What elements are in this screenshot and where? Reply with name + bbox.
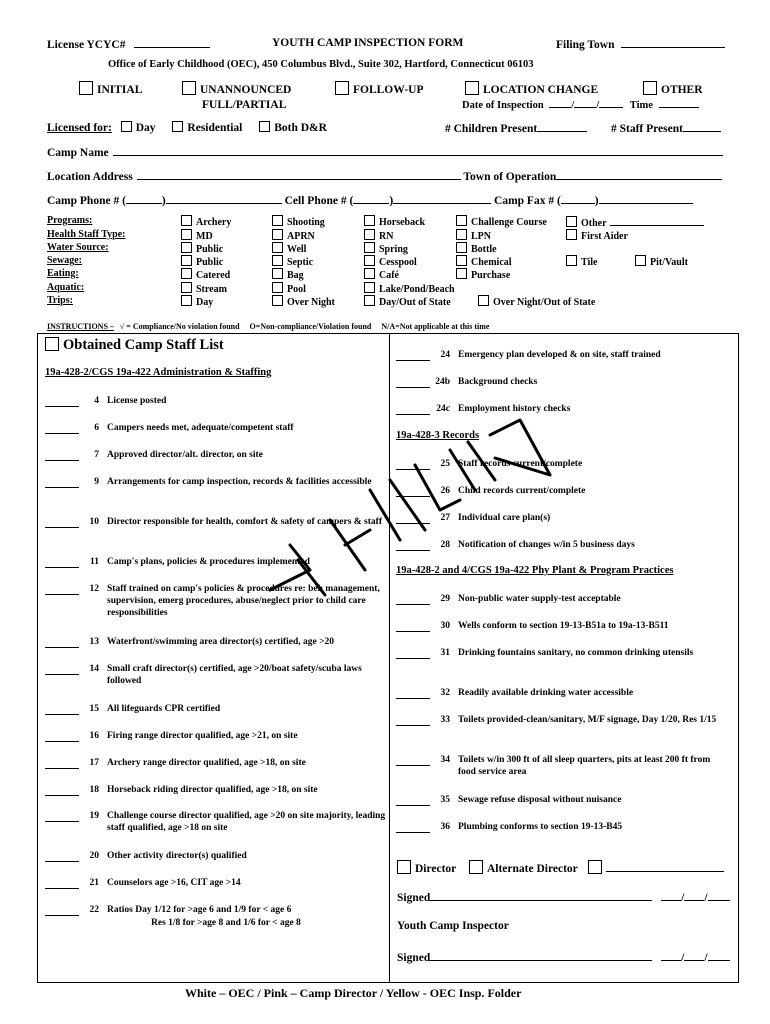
program-option[interactable]: Day/Out of State [364, 295, 451, 308]
item-text: Wells conform to section 19-13-B51a to 19a-13-B511 [458, 621, 669, 631]
pit-vault-checkbox[interactable] [635, 255, 646, 266]
program-checkbox[interactable] [272, 255, 283, 266]
program-checkbox[interactable] [181, 242, 192, 253]
program-option[interactable]: Well [272, 242, 306, 255]
item-text: Toilets provided-clean/sanitary, M/F signage, Day 1/20, Res 1/15 [458, 715, 717, 725]
compliance-mark-input[interactable] [45, 636, 79, 648]
compliance-mark-input[interactable] [45, 516, 79, 528]
item-number: 30 [440, 621, 450, 631]
item-number: 14 [89, 664, 99, 674]
program-option[interactable]: Public [181, 242, 223, 255]
inspector-sign-month[interactable] [661, 950, 681, 961]
children-present-input[interactable] [537, 121, 587, 132]
other-checkbox[interactable] [643, 81, 657, 95]
program-option[interactable]: Pool [272, 282, 306, 295]
cell-phone-input[interactable] [393, 193, 491, 204]
program-row-label: Programs: [47, 215, 93, 226]
director-sign-month[interactable] [661, 890, 681, 901]
compliance-mark-input[interactable] [396, 349, 430, 361]
pit-vault-option[interactable]: Pit/Vault [635, 255, 688, 268]
item-number: 29 [440, 594, 450, 604]
item-number: 4 [94, 396, 99, 406]
day-checkbox[interactable] [121, 121, 132, 132]
program-checkbox[interactable] [364, 268, 375, 279]
license-label: License YCYC# [47, 39, 126, 51]
program-checkbox[interactable] [456, 215, 467, 226]
item-text: Firing range director qualified, age >21, on site [107, 731, 298, 741]
item-text: All lifeguards CPR certified [107, 704, 221, 714]
time-input[interactable] [659, 97, 699, 108]
inspector-sign-year[interactable] [708, 950, 730, 961]
inspector-label: Youth Camp Inspector [397, 920, 509, 932]
program-option[interactable]: Challenge Course [456, 215, 547, 228]
program-row-label: Eating: [47, 268, 79, 279]
item-number: 24 [440, 350, 450, 360]
program-option[interactable]: Lake/Pond/Beach [364, 282, 455, 295]
alternate-director-checkbox[interactable] [469, 860, 483, 874]
overnight-out-checkbox[interactable] [478, 295, 489, 306]
item-number: 12 [89, 584, 99, 594]
staff-present-input[interactable] [683, 121, 721, 132]
item-number: 6 [94, 423, 99, 433]
unannounced-option[interactable]: UNANNOUNCED FULL/PARTIAL [182, 81, 291, 113]
program-checkbox[interactable] [272, 215, 283, 226]
compliance-mark-input[interactable] [45, 703, 79, 715]
program-option[interactable]: Chemical [456, 255, 512, 268]
program-checkbox[interactable] [456, 229, 467, 240]
program-option[interactable]: Shooting [272, 215, 325, 228]
item-number: 15 [89, 704, 99, 714]
item-text: Individual care plan(s) [458, 513, 551, 523]
licensed-for-row: Licensed for: Day Residential Both D&R [47, 122, 327, 134]
program-option[interactable]: Catered [181, 268, 230, 281]
office-address: Office of Early Childhood (OEC), 450 Columbus Blvd., Suite 302, Hartford, Connecticut 06103 [108, 59, 534, 70]
signed-inspector: Signed / / [397, 950, 730, 964]
fax-input[interactable] [599, 193, 693, 204]
compliance-mark-input[interactable] [396, 821, 430, 833]
item-text: License posted [107, 396, 167, 406]
program-checkbox[interactable] [272, 229, 283, 240]
other-program-checkbox[interactable] [566, 216, 577, 227]
date-year-input[interactable] [599, 97, 623, 108]
compliance-mark-input[interactable] [396, 647, 430, 659]
compliance-mark-input[interactable] [45, 422, 79, 434]
location-change-checkbox[interactable] [465, 81, 479, 95]
program-option[interactable]: Purchase [456, 268, 510, 281]
compliance-mark-input[interactable] [45, 583, 79, 595]
other-director-input[interactable] [606, 861, 724, 872]
camp-phone-input[interactable] [166, 193, 282, 204]
item-text: Toilets w/in 300 ft of all sleep quarters, pits at least 200 ft from food service area [458, 755, 711, 777]
compliance-mark-input[interactable] [45, 476, 79, 488]
program-checkbox[interactable] [456, 268, 467, 279]
program-option[interactable]: Day [181, 295, 213, 308]
program-option[interactable]: Spring [364, 242, 408, 255]
first-aider-checkbox[interactable] [566, 229, 577, 240]
fax-area-input[interactable] [561, 193, 595, 204]
program-checkbox[interactable] [181, 229, 192, 240]
children-present-field: # Children Present [445, 121, 587, 135]
first-aider-option[interactable]: First Aider [566, 229, 628, 242]
program-row-label: Aquatic: [47, 282, 85, 293]
director-row: Director Alternate Director [397, 860, 724, 875]
compliance-mark-input[interactable] [45, 904, 79, 916]
program-checkbox[interactable] [181, 255, 192, 266]
camp-phone-area-input[interactable] [126, 193, 162, 204]
compliance-mark-input[interactable] [45, 730, 79, 742]
compliance-mark-input[interactable] [396, 714, 430, 726]
item-number: 24c [436, 404, 450, 414]
initial-option[interactable]: INITIAL [79, 81, 142, 96]
other-director-checkbox[interactable] [588, 860, 602, 874]
item-text: Staff trained on camp's policies & procedures re: beh management, supervision, emerg procedures, abuse/neglect prior to child care responsibilities [107, 584, 380, 618]
program-option[interactable]: Horseback [364, 215, 425, 228]
item-text: Emergency plan developed & on site, staff trained [458, 350, 661, 360]
compliance-mark-input[interactable] [45, 850, 79, 862]
location-change-option[interactable]: LOCATION CHANGE [465, 81, 598, 96]
compliance-mark-input[interactable] [45, 877, 79, 889]
item-number: 21 [89, 878, 99, 888]
item-number: 26 [440, 486, 450, 496]
director-checkbox[interactable] [397, 860, 411, 874]
unannounced-checkbox[interactable] [182, 81, 196, 95]
other-program-option[interactable]: Other [566, 215, 704, 229]
compliance-mark-input[interactable] [45, 757, 79, 769]
ratio-residential: Res 1/8 for >age 8 and 1/6 for < age 8 [151, 918, 301, 928]
item-text: Employment history checks [458, 404, 571, 414]
item-text: Ratios Day 1/12 for >age 6 and 1/9 for < age 6 [107, 905, 292, 915]
item-number: 33 [440, 715, 450, 725]
compliance-mark-input[interactable] [45, 784, 79, 796]
item-number: 35 [440, 795, 450, 805]
program-checkbox[interactable] [272, 282, 283, 293]
program-checkbox[interactable] [272, 268, 283, 279]
program-option[interactable]: Bottle [456, 242, 497, 255]
item-text: Counselors age >16, CIT age >14 [107, 878, 241, 888]
item-text: Arrangements for camp inspection, records & facilities accessible [107, 477, 372, 487]
item-number: 32 [440, 688, 450, 698]
town-input[interactable] [556, 169, 722, 180]
program-option[interactable]: RN [364, 229, 393, 242]
item-text: Drinking fountains sanitary, no common drinking utensils [458, 648, 694, 658]
compliance-mark-input[interactable] [396, 687, 430, 699]
staff-present-field: # Staff Present [611, 121, 721, 135]
program-checkbox[interactable] [456, 242, 467, 253]
item-number: 22 [89, 905, 99, 915]
compliance-mark-input[interactable] [45, 556, 79, 568]
item-text: Approved director/alt. director, on site [107, 450, 263, 460]
program-checkbox[interactable] [272, 242, 283, 253]
tile-checkbox[interactable] [566, 255, 577, 266]
item-text: Small craft director(s) certified, age >20/boat safety/scuba laws followed [107, 664, 362, 686]
form-title: YOUTH CAMP INSPECTION FORM [272, 37, 464, 49]
item-number: 10 [89, 517, 99, 527]
handwritten-mark [250, 380, 590, 620]
item-text: Horseback riding director qualified, age >18, on site [107, 785, 318, 795]
program-option[interactable]: Public [181, 255, 223, 268]
date-time-field: Date of Inspection / / Time [462, 97, 699, 111]
program-option[interactable]: Over Night [272, 295, 335, 308]
filing-town-label: Filing Town [556, 39, 615, 51]
item-text: Staff records current/complete [458, 459, 583, 469]
program-option[interactable]: Archery [181, 215, 231, 228]
license-field [47, 37, 210, 51]
program-option[interactable]: Septic [272, 255, 313, 268]
section-phy-plant: 19a-428-2 and 4/CGS 19a-422 Phy Plant & Program Practices [396, 565, 674, 576]
program-checkbox[interactable] [456, 255, 467, 266]
item-number: 25 [440, 459, 450, 469]
item-number: 36 [440, 822, 450, 832]
location-address-field: Location Address Town of Operation [47, 169, 722, 183]
tile-option[interactable]: Tile [566, 255, 597, 268]
program-option[interactable]: Stream [181, 282, 227, 295]
program-row-label: Sewage: [47, 255, 82, 266]
program-checkbox[interactable] [181, 282, 192, 293]
program-row-label: Health Staff Type: [47, 229, 126, 240]
item-number: 17 [89, 758, 99, 768]
item-text: Waterfront/swimming area director(s) certified, age >20 [107, 637, 335, 647]
other-program-input[interactable] [610, 215, 704, 226]
program-option[interactable]: Café [364, 268, 399, 281]
both-checkbox[interactable] [259, 121, 270, 132]
follow-up-option[interactable]: FOLLOW-UP [335, 81, 424, 96]
program-option[interactable]: Bag [272, 268, 304, 281]
program-checkbox[interactable] [364, 295, 375, 306]
initial-checkbox[interactable] [79, 81, 93, 95]
compliance-mark-input[interactable] [45, 395, 79, 407]
program-checkbox[interactable] [364, 215, 375, 226]
program-checkbox[interactable] [181, 268, 192, 279]
inspector-signature-input[interactable] [430, 950, 652, 961]
item-number: 34 [440, 755, 450, 765]
compliance-mark-input[interactable] [45, 810, 79, 822]
item-number: 13 [89, 637, 99, 647]
item-number: 18 [89, 785, 99, 795]
camp-name-input[interactable] [113, 145, 723, 156]
compliance-mark-input[interactable] [396, 620, 430, 632]
program-checkbox[interactable] [364, 242, 375, 253]
section-admin-staffing: 19a-428-2/CGS 19a-422 Administration & Staffing [45, 367, 272, 378]
item-number: 28 [440, 540, 450, 550]
footer-distribution: White – OEC / Pink – Camp Director / Yellow - OEC Insp. Folder [185, 986, 522, 1000]
program-checkbox[interactable] [181, 215, 192, 226]
program-checkbox[interactable] [364, 255, 375, 266]
item-number: 20 [89, 851, 99, 861]
phone-row: Camp Phone # ( ) Cell Phone # ( ) Camp Fax # ( ) [47, 193, 693, 207]
item-text: Background checks [458, 377, 538, 387]
item-number: 19 [89, 811, 99, 821]
director-sign-year[interactable] [708, 890, 730, 901]
filing-town-field [556, 37, 725, 51]
program-option[interactable]: LPN [456, 229, 491, 242]
inspector-sign-day[interactable] [684, 950, 704, 961]
director-signature-input[interactable] [430, 890, 652, 901]
compliance-mark-input[interactable] [396, 794, 430, 806]
obtained-staff-list-checkbox[interactable] [45, 337, 59, 351]
compliance-mark-input[interactable] [45, 449, 79, 461]
instructions: INSTRUCTIONS – √ = Compliance/No violation found O=Non-compliance/Violation found N/A=Not applicable at this time [47, 322, 490, 331]
location-address-input[interactable] [137, 169, 461, 180]
program-option[interactable]: Cesspool [364, 255, 417, 268]
item-text: Other activity director(s) qualified [107, 851, 247, 861]
item-number: 16 [89, 731, 99, 741]
cell-area-input[interactable] [353, 193, 389, 204]
other-option[interactable]: OTHER [643, 81, 703, 96]
item-text: Notification of changes w/in 5 business days [458, 540, 635, 550]
program-row-label: Trips: [47, 295, 73, 306]
item-text: Sewage refuse disposal without nuisance [458, 795, 622, 805]
item-text: Director responsible for health, comfort & safety of campers & staff [107, 517, 382, 527]
compliance-mark-input[interactable] [45, 663, 79, 675]
program-option[interactable]: MD [181, 229, 213, 242]
section-records: 19a-428-3 Records [396, 430, 480, 441]
program-checkbox[interactable] [364, 282, 375, 293]
date-day-input[interactable] [574, 97, 596, 108]
full-partial-label: FULL/PARTIAL [202, 99, 287, 111]
program-option[interactable]: APRN [272, 229, 315, 242]
item-text: Readily available drinking water accessible [458, 688, 634, 698]
program-row-label: Water Source: [47, 242, 109, 253]
item-text: Child records current/complete [458, 486, 586, 496]
item-text: Non-public water supply-test acceptable [458, 594, 621, 604]
residential-checkbox[interactable] [172, 121, 183, 132]
item-text: Plumbing conforms to section 19-13-B45 [458, 822, 623, 832]
item-text: Archery range director qualified, age >18, on site [107, 758, 306, 768]
license-input[interactable] [134, 37, 210, 48]
date-month-input[interactable] [549, 97, 571, 108]
program-checkbox[interactable] [272, 295, 283, 306]
item-number: 24b [435, 377, 450, 387]
follow-up-checkbox[interactable] [335, 81, 349, 95]
item-text: Campers needs met, adequate/competent staff [107, 423, 294, 433]
director-sign-day[interactable] [684, 890, 704, 901]
item-number: 11 [90, 557, 99, 567]
item-number: 9 [94, 477, 99, 487]
program-checkbox[interactable] [181, 295, 192, 306]
item-number: 31 [440, 648, 450, 658]
compliance-mark-input[interactable] [396, 754, 430, 766]
filing-town-input[interactable] [621, 37, 725, 48]
camp-name-field: Camp Name [47, 145, 723, 159]
program-checkbox[interactable] [364, 229, 375, 240]
item-text: Camp's plans, policies & procedures implemented [107, 557, 310, 567]
item-text: Challenge course director qualified, age >20 on site majority, leading staff qualified, age >18 on site [107, 811, 386, 833]
item-number: 27 [440, 513, 450, 523]
obtained-staff-list[interactable]: Obtained Camp Staff List [45, 337, 224, 354]
signed-director: Signed / / [397, 890, 730, 904]
overnight-out-option[interactable]: Over Night/Out of State [478, 295, 595, 308]
item-number: 7 [94, 450, 99, 460]
